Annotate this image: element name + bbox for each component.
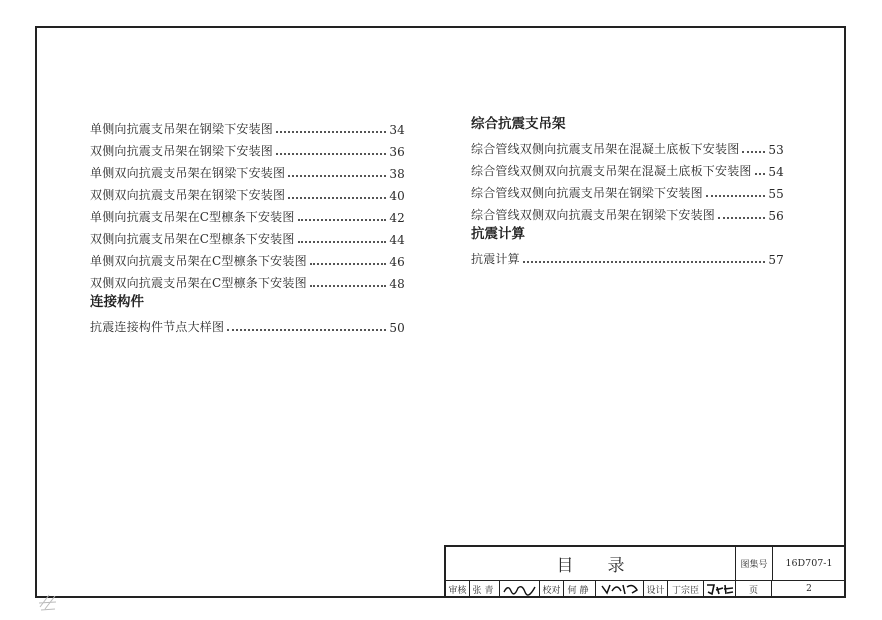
corner-watermark-mark (37, 592, 59, 612)
toc-leader-dots (276, 152, 386, 155)
toc-page-number: 40 (389, 189, 405, 203)
toc-entry-title: 抗震计算 (471, 252, 520, 266)
checker-signature (596, 580, 644, 598)
signature-row (446, 580, 846, 598)
toc-entry-title: 综合管线双侧向抗震支吊架在钢梁下安装图 (471, 186, 703, 200)
toc-page-number: 56 (768, 209, 784, 223)
toc-leader-dots (288, 196, 386, 199)
toc-page-number: 36 (389, 145, 405, 159)
title-block (444, 545, 846, 598)
toc-entry-title: 综合管线双侧双向抗震支吊架在钢梁下安装图 (471, 208, 716, 222)
reviewer-signature (500, 580, 540, 598)
toc-leader-dots (310, 262, 387, 265)
toc-page-number: 54 (768, 165, 784, 179)
toc-page-number: 38 (389, 167, 405, 181)
toc-left-column (90, 115, 405, 335)
toc-entry-title: 单侧双向抗震支吊架在C型檩条下安装图 (90, 254, 307, 268)
toc-leader-dots (298, 240, 387, 243)
sheet-title: 目录 (446, 547, 736, 580)
page-label: 页 (736, 580, 772, 598)
toc-leader-dots (276, 130, 386, 133)
toc-page-number: 53 (768, 143, 784, 157)
toc-entry-title: 抗震连接构件节点大样图 (90, 320, 225, 334)
checker-name: 何静 (564, 580, 596, 598)
toc-leader-dots (755, 172, 766, 175)
toc-leader-dots (310, 284, 387, 287)
toc-page-number: 55 (768, 187, 784, 201)
toc-entry-title: 单侧向抗震支吊架在C型檩条下安装图 (90, 210, 295, 224)
page-number: 2 (806, 584, 812, 594)
toc-leader-dots (298, 218, 387, 221)
toc-entry[interactable] (90, 203, 405, 225)
designer-name: 丁宗臣 (668, 580, 704, 598)
toc-entry[interactable] (90, 137, 405, 159)
toc-entry[interactable] (90, 115, 405, 137)
toc-leader-dots (742, 150, 765, 153)
toc-leader-dots (718, 216, 765, 219)
toc-section-heading: 抗震计算 (471, 226, 525, 242)
review-label: 审核 (446, 580, 470, 598)
toc-entry-title: 单侧向抗震支吊架在钢梁下安装图 (90, 122, 274, 136)
toc-entry[interactable] (471, 245, 784, 267)
toc-leader-dots (227, 328, 386, 331)
toc-right-column (471, 113, 784, 267)
toc-entry[interactable] (471, 135, 784, 157)
toc-entry-title: 单侧双向抗震支吊架在钢梁下安装图 (90, 166, 286, 180)
toc-entry[interactable] (90, 159, 405, 181)
toc-section-heading: 连接构件 (90, 294, 144, 310)
toc-entry[interactable] (471, 179, 784, 201)
toc-entry-title: 双侧向抗震支吊架在钢梁下安装图 (90, 144, 274, 158)
toc-entry[interactable] (90, 269, 405, 291)
toc-entry-title: 综合管线双侧双向抗震支吊架在混凝土底板下安装图 (471, 164, 752, 178)
toc-section-heading: 综合抗震支吊架 (471, 116, 566, 132)
toc-entry-title: 综合管线双侧向抗震支吊架在混凝土底板下安装图 (471, 142, 740, 156)
toc-page-number: 48 (389, 277, 405, 291)
toc-entry-title: 双侧双向抗震支吊架在C型檩条下安装图 (90, 276, 307, 290)
toc-leader-dots (523, 260, 766, 263)
toc-page-number: 46 (389, 255, 405, 269)
toc-entry[interactable] (90, 225, 405, 247)
toc-entry[interactable] (90, 247, 405, 269)
toc-leader-dots (706, 194, 766, 197)
toc-entry[interactable] (90, 181, 405, 203)
atlas-number: 16D707-1 (785, 558, 833, 569)
reviewer-name: 张青 (470, 580, 500, 598)
toc-entry-title: 双侧双向抗震支吊架在钢梁下安装图 (90, 188, 286, 202)
toc-entry[interactable] (471, 201, 784, 223)
toc-entry[interactable] (471, 157, 784, 179)
toc-page-number: 57 (768, 253, 784, 267)
toc-page-number: 42 (389, 211, 405, 225)
designer-signature (704, 580, 736, 598)
check-label: 校对 (540, 580, 564, 598)
toc-page-number: 50 (389, 321, 405, 335)
design-label: 设计 (644, 580, 668, 598)
atlas-number-label: 图集号 (736, 547, 773, 580)
toc-entry[interactable] (90, 313, 405, 335)
toc-entry-title: 双侧向抗震支吊架在C型檩条下安装图 (90, 232, 295, 246)
toc-page-number: 34 (389, 123, 405, 137)
toc-leader-dots (288, 174, 386, 177)
toc-page-number: 44 (389, 233, 405, 247)
